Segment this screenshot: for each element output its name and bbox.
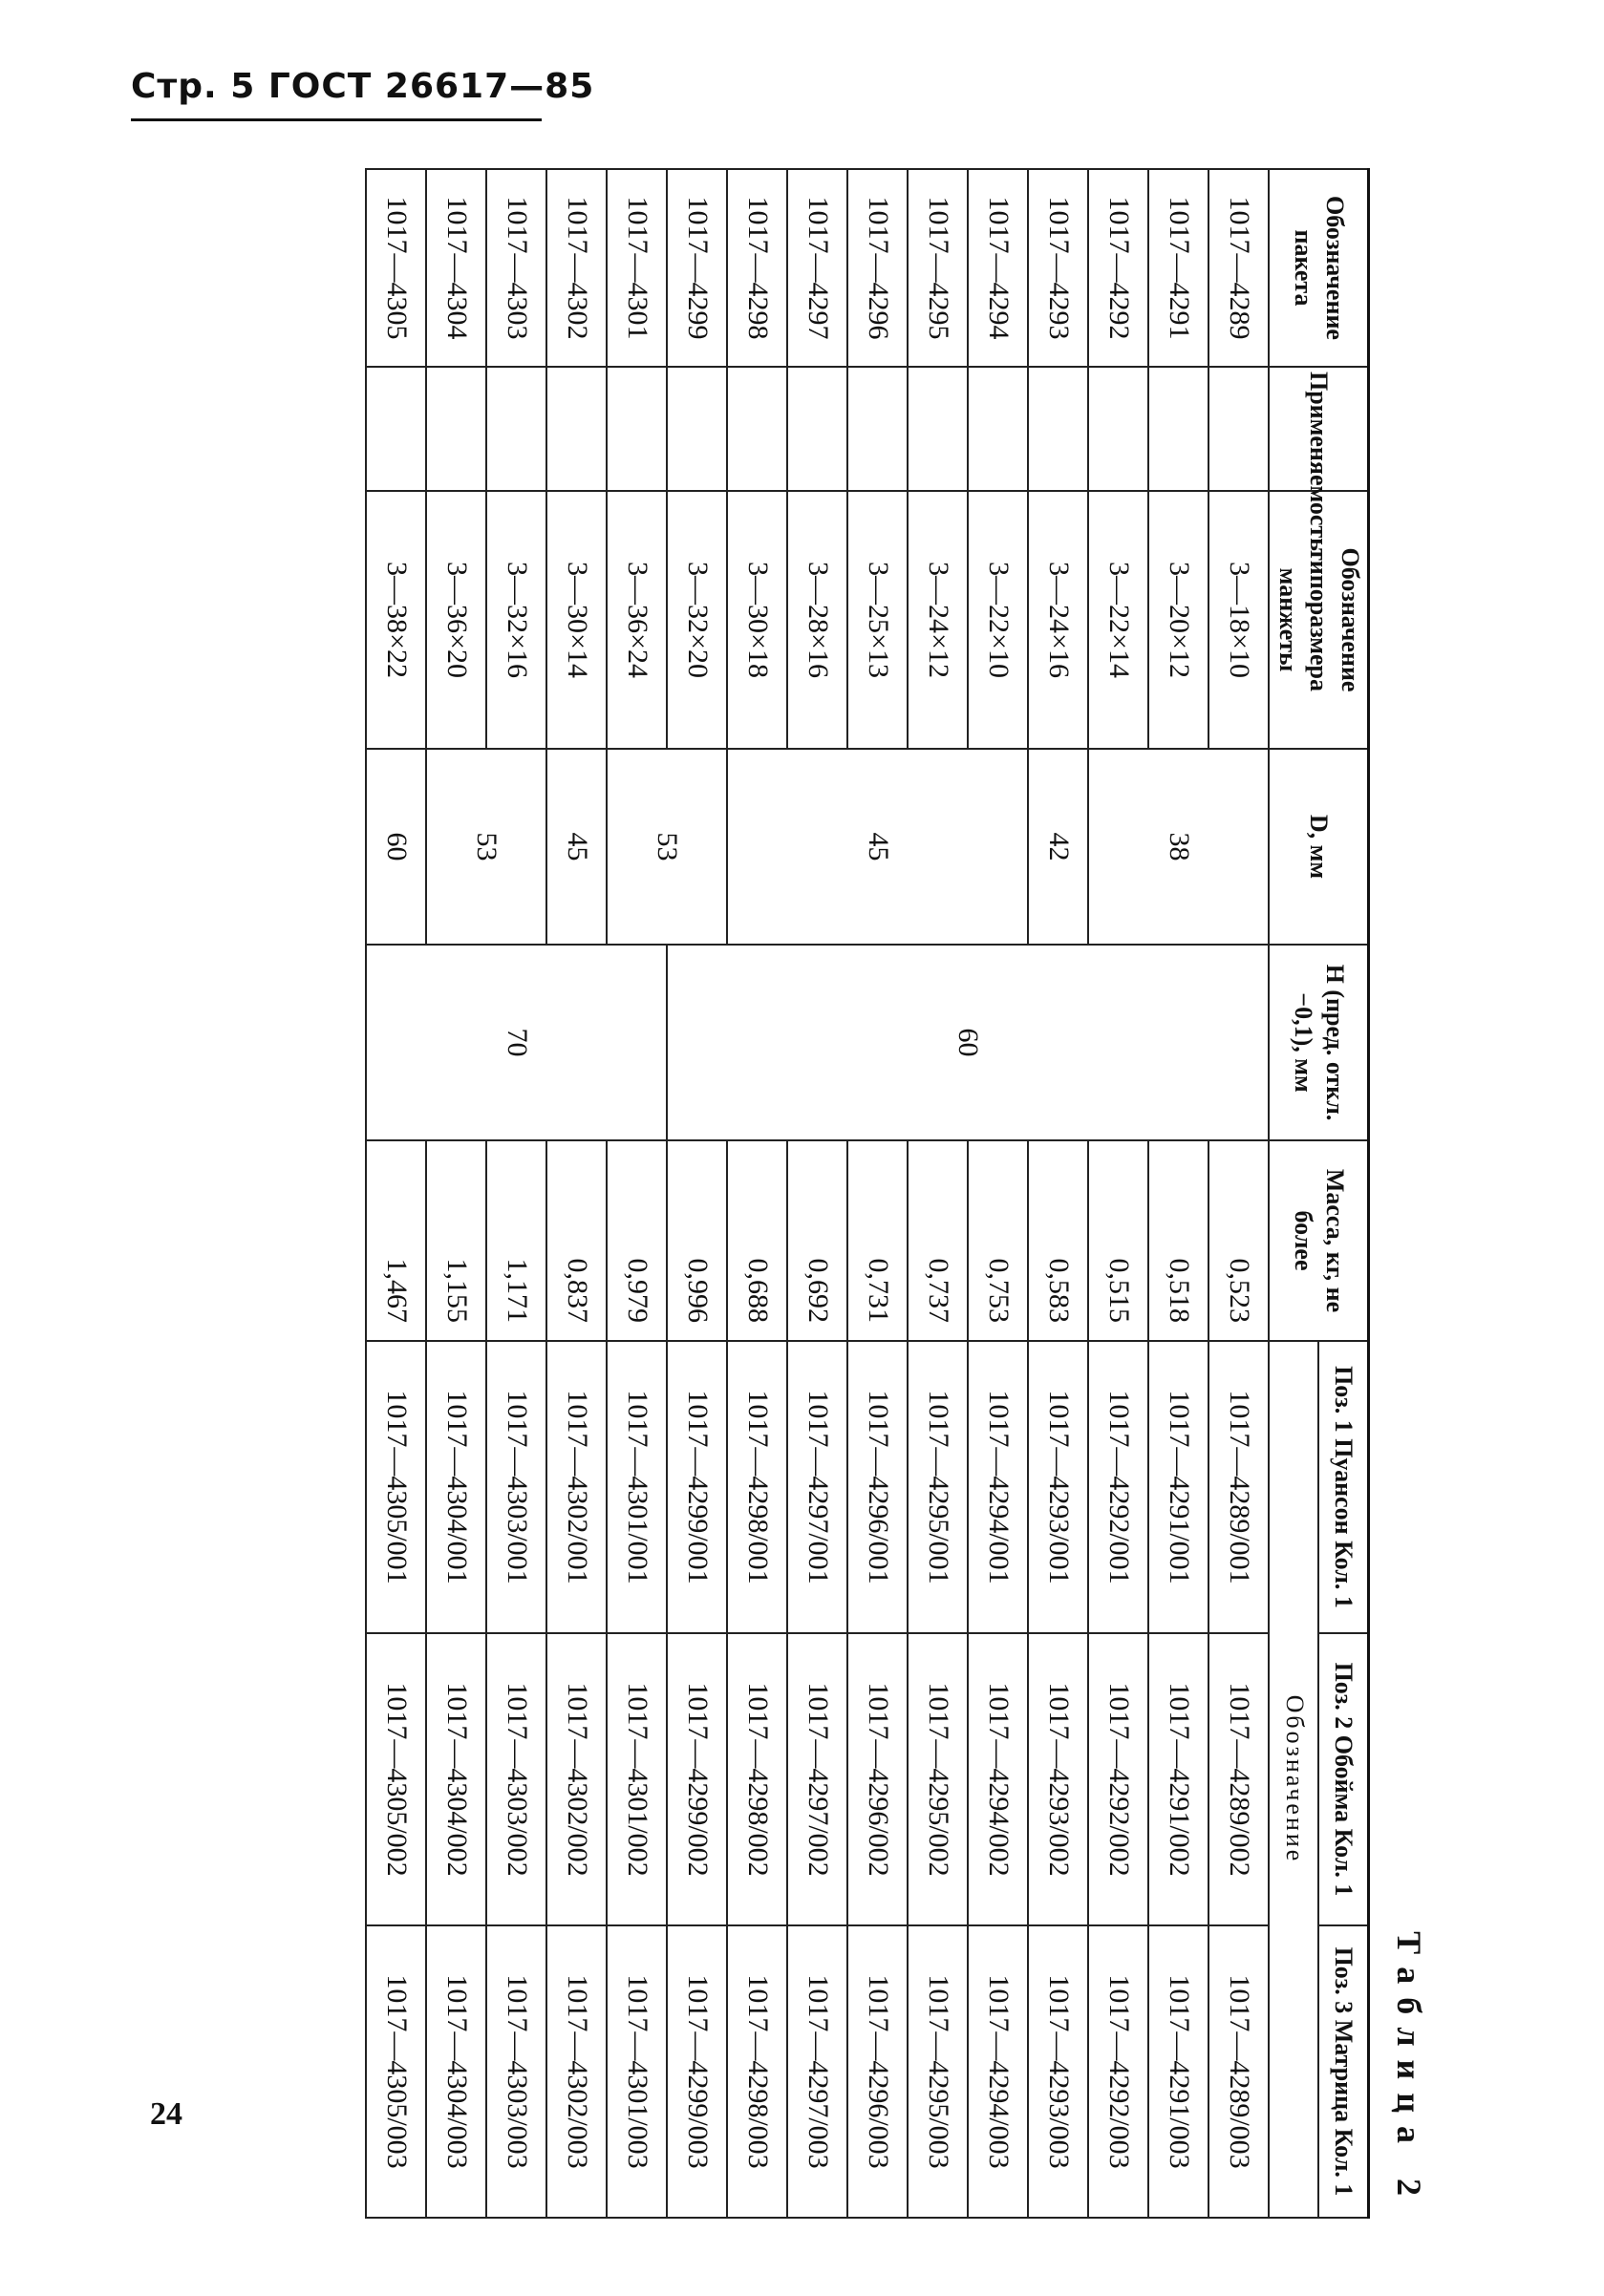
table-row [487, 169, 547, 2218]
cell-applicability [728, 367, 788, 491]
cell-applicability [547, 367, 608, 491]
cell-pos2: 1017—4291/002 [1149, 1633, 1209, 1925]
cell-package: 1017—4299 [668, 169, 728, 367]
cell-pos3: 1017—4301/003 [608, 1925, 668, 2218]
cell-h: 60 [668, 945, 1270, 1140]
col-header-cuff-size: Обозначение типоразмера манжеты [1270, 491, 1369, 749]
cell-pos2: 1017—4294/002 [969, 1633, 1029, 1925]
cell-applicability [1149, 367, 1209, 491]
cell-d: 42 [1029, 749, 1089, 945]
cell-mass: 0,837 [547, 1140, 608, 1341]
table-row [969, 169, 1029, 2218]
cell-package: 1017—4303 [487, 169, 547, 367]
cell-pos3: 1017—4299/003 [668, 1925, 728, 2218]
cell-pos3: 1017—4291/003 [1149, 1925, 1209, 2218]
cell-pos1: 1017—4304/001 [427, 1341, 487, 1633]
cell-cuff: 3—24×16 [1029, 491, 1089, 749]
cell-applicability [969, 367, 1029, 491]
table-row [1089, 169, 1149, 2218]
col-header-mass: Масса, кг, не более [1270, 1140, 1369, 1341]
cell-package: 1017—4301 [608, 169, 668, 367]
cell-pos1: 1017—4305/001 [367, 1341, 427, 1633]
cell-pos3: 1017—4293/003 [1029, 1925, 1089, 2218]
cell-mass: 0,583 [1029, 1140, 1089, 1341]
cell-d: 45 [728, 749, 1029, 945]
cell-mass: 0,523 [1209, 1140, 1270, 1341]
cell-cuff: 3—28×16 [788, 491, 848, 749]
cell-cuff: 3—20×12 [1149, 491, 1209, 749]
cell-applicability [788, 367, 848, 491]
cell-d: 60 [367, 749, 427, 945]
cell-pos1: 1017—4301/001 [608, 1341, 668, 1633]
cell-pos3: 1017—4302/003 [547, 1925, 608, 2218]
cell-pos2: 1017—4303/002 [487, 1633, 547, 1925]
cell-h: 70 [367, 945, 668, 1140]
cell-pos2: 1017—4295/002 [909, 1633, 969, 1925]
cell-pos2: 1017—4301/002 [608, 1633, 668, 1925]
cell-applicability [367, 367, 427, 491]
cell-pos2: 1017—4293/002 [1029, 1633, 1089, 1925]
cell-cuff: 3—30×14 [547, 491, 608, 749]
cell-package: 1017—4295 [909, 169, 969, 367]
cell-cuff: 3—32×20 [668, 491, 728, 749]
cell-package: 1017—4297 [788, 169, 848, 367]
cell-cuff: 3—30×18 [728, 491, 788, 749]
cell-pos3: 1017—4296/003 [848, 1925, 909, 2218]
table-row [909, 169, 969, 2218]
cell-cuff: 3—36×20 [427, 491, 487, 749]
cell-package: 1017—4296 [848, 169, 909, 367]
cell-package: 1017—4298 [728, 169, 788, 367]
cell-mass: 0,753 [969, 1140, 1029, 1341]
cell-applicability [909, 367, 969, 491]
cell-mass: 0,688 [728, 1140, 788, 1341]
cell-mass: 0,731 [848, 1140, 909, 1341]
cell-pos2: 1017—4296/002 [848, 1633, 909, 1925]
col-header-h: H (пред. откл. −0,1), мм [1270, 945, 1369, 1140]
cell-pos3: 1017—4292/003 [1089, 1925, 1149, 2218]
cell-mass: 0,979 [608, 1140, 668, 1341]
table-row [1029, 169, 1089, 2218]
cell-mass: 0,515 [1089, 1140, 1149, 1341]
cell-package: 1017—4291 [1149, 169, 1209, 367]
cell-pos1: 1017—4291/001 [1149, 1341, 1209, 1633]
col-header-d: D, мм [1270, 749, 1369, 945]
cell-mass: 1,467 [367, 1140, 427, 1341]
cell-applicability [427, 367, 487, 491]
table-row [367, 169, 427, 2218]
cell-pos1: 1017—4298/001 [728, 1341, 788, 1633]
cell-mass: 0,518 [1149, 1140, 1209, 1341]
cell-cuff: 3—36×24 [608, 491, 668, 749]
cell-cuff: 3—38×22 [367, 491, 427, 749]
table-row [547, 169, 608, 2218]
cell-pos3: 1017—4294/003 [969, 1925, 1029, 2218]
table-row [1209, 169, 1270, 2218]
cell-pos1: 1017—4297/001 [788, 1341, 848, 1633]
cell-pos3: 1017—4297/003 [788, 1925, 848, 2218]
table-row [608, 169, 668, 2218]
page-number: 24 [150, 2096, 182, 2132]
cell-pos2: 1017—4298/002 [728, 1633, 788, 1925]
header-rule [131, 118, 542, 121]
cell-pos2: 1017—4297/002 [788, 1633, 848, 1925]
cell-cuff: 3—25×13 [848, 491, 909, 749]
cell-pos1: 1017—4296/001 [848, 1341, 909, 1633]
table-row [427, 169, 487, 2218]
cell-pos2: 1017—4302/002 [547, 1633, 608, 1925]
table-caption: Таблица 2 [1390, 1931, 1428, 2209]
cell-pos1: 1017—4289/001 [1209, 1341, 1270, 1633]
cell-cuff: 3—22×10 [969, 491, 1029, 749]
cell-pos1: 1017—4292/001 [1089, 1341, 1149, 1633]
col-header-designation-group: Обозначение [1270, 1341, 1319, 2218]
cell-mass: 0,737 [909, 1140, 969, 1341]
table-row [788, 169, 848, 2218]
cell-d: 53 [608, 749, 728, 945]
cell-pos3: 1017—4298/003 [728, 1925, 788, 2218]
cell-pos1: 1017—4303/001 [487, 1341, 547, 1633]
cell-pos1: 1017—4294/001 [969, 1341, 1029, 1633]
cell-applicability [608, 367, 668, 491]
cell-applicability [848, 367, 909, 491]
cell-pos2: 1017—4305/002 [367, 1633, 427, 1925]
cell-d: 38 [1089, 749, 1270, 945]
cell-package: 1017—4292 [1089, 169, 1149, 367]
cell-package: 1017—4304 [427, 169, 487, 367]
cell-package: 1017—4302 [547, 169, 608, 367]
cell-mass: 0,996 [668, 1140, 728, 1341]
cell-package: 1017—4289 [1209, 169, 1270, 367]
cell-pos3: 1017—4289/003 [1209, 1925, 1270, 2218]
col-header-pos1: Поз. 1 Пуансон Кол. 1 [1318, 1341, 1368, 1633]
cell-package: 1017—4305 [367, 169, 427, 367]
cell-applicability [1029, 367, 1089, 491]
cell-package: 1017—4294 [969, 169, 1029, 367]
cell-mass: 0,692 [788, 1140, 848, 1341]
cell-applicability [487, 367, 547, 491]
col-header-package: Обозначение пакета [1270, 169, 1369, 367]
cell-pos2: 1017—4289/002 [1209, 1633, 1270, 1925]
cell-d: 53 [427, 749, 547, 945]
cell-pos1: 1017—4299/001 [668, 1341, 728, 1633]
cell-pos2: 1017—4304/002 [427, 1633, 487, 1925]
cell-pos2: 1017—4299/002 [668, 1633, 728, 1925]
cell-d: 45 [547, 749, 608, 945]
rotated-table-area [168, 168, 1429, 2217]
cell-cuff: 3—32×16 [487, 491, 547, 749]
cell-pos1: 1017—4302/001 [547, 1341, 608, 1633]
cell-applicability [1089, 367, 1149, 491]
gost-table [366, 168, 1371, 2219]
cell-mass: 1,171 [487, 1140, 547, 1341]
cell-pos3: 1017—4305/003 [367, 1925, 427, 2218]
col-header-pos3: Поз. 3 Матрица Кол. 1 [1318, 1925, 1368, 2218]
page-header: Стр. 5 ГОСТ 26617—85 [131, 67, 595, 106]
cell-pos3: 1017—4295/003 [909, 1925, 969, 2218]
cell-pos2: 1017—4292/002 [1089, 1633, 1149, 1925]
cell-pos3: 1017—4303/003 [487, 1925, 547, 2218]
col-header-applicability: Применяемость [1270, 367, 1369, 491]
table-row [728, 169, 788, 2218]
table-row [668, 169, 728, 2218]
cell-package: 1017—4293 [1029, 169, 1089, 367]
cell-cuff: 3—18×10 [1209, 491, 1270, 749]
cell-applicability [668, 367, 728, 491]
cell-mass: 1,155 [427, 1140, 487, 1341]
table-row [1149, 169, 1209, 2218]
col-header-pos2: Поз. 2 Обойма Кол. 1 [1318, 1633, 1368, 1925]
table-row [848, 169, 909, 2218]
cell-cuff: 3—22×14 [1089, 491, 1149, 749]
cell-pos1: 1017—4295/001 [909, 1341, 969, 1633]
cell-applicability [1209, 367, 1270, 491]
cell-cuff: 3—24×12 [909, 491, 969, 749]
cell-pos1: 1017—4293/001 [1029, 1341, 1089, 1633]
cell-pos3: 1017—4304/003 [427, 1925, 487, 2218]
